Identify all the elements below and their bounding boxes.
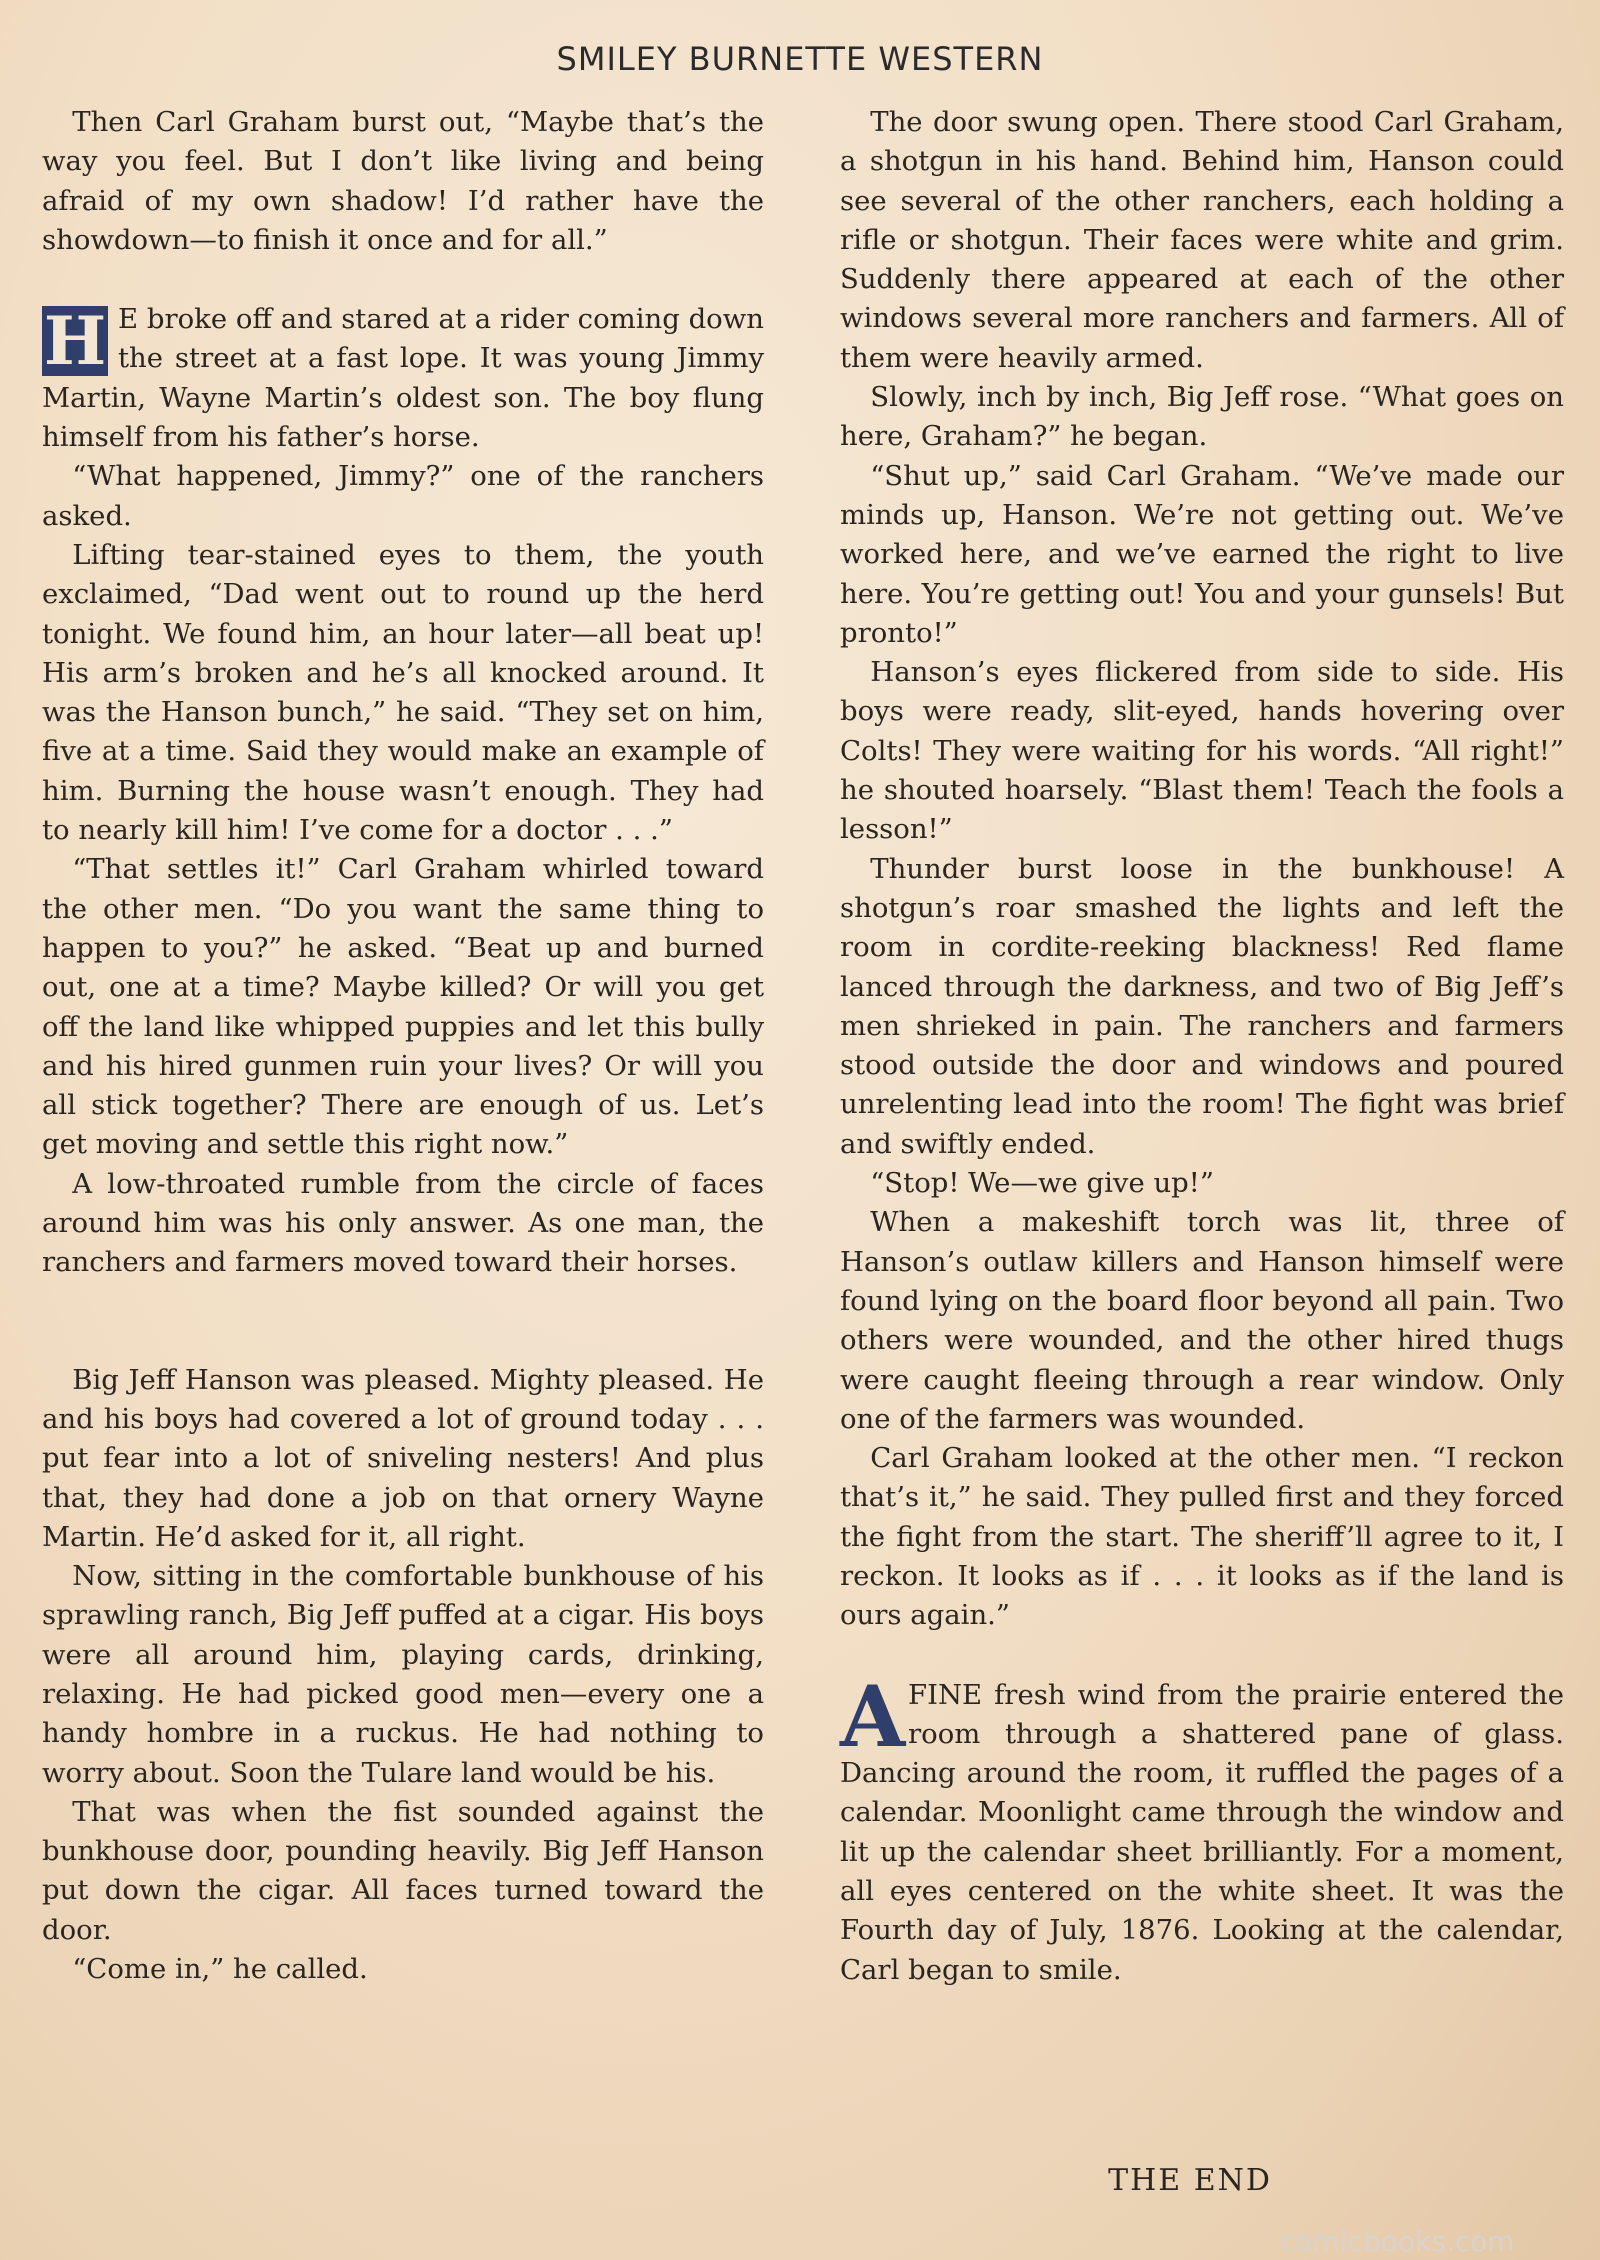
paragraph-dropcap (840, 1666, 1564, 1990)
page-header: SMILEY BURNETTE WESTERN (556, 40, 1044, 78)
paragraph: A low-throated rumble from the circle of faces around him was his only answer. As one man, the ranchers and farmers moved toward their horses. (42, 1167, 764, 1279)
the-end-label: THE END (1108, 2163, 1272, 2198)
watermark: comicbooks.com (1280, 2225, 1515, 2258)
paragraph: Now, sitting in the comfortable bunkhouse of his sprawling ranch, Big Jeff puffed at a cigar. His boys were all around him, playing cards, drinking, relaxing. He had picked good men—every one a handy hombre in a ruckus. He had nothing to worry about. Soon the Tulare land would be his. (42, 1560, 764, 1789)
paragraph: Slowly, inch by inch, Big Jeff rose. “What goes on here, Graham?” he began. (840, 381, 1564, 453)
paragraph: Then Carl Graham burst out, “Maybe that’s the way you feel. But I don’t like living and being afraid of my own shadow! I’d rather have the showdown—to finish it once and for all.” (42, 106, 764, 256)
paragraph: Big Jeff Hanson was pleased. Mighty pleased. He and his boys had covered a lot of ground today . . . put fear into a lot of sniveling nesters! And plus that, they had done a job on that ornery Wayne Martin. He’d asked for it, all right. (42, 1363, 764, 1553)
paragraph: Carl Graham looked at the other men. “I reckon that’s it,” he said. They pulled first and they forced the fight from the start. The sheriff’ll agree to it, I reckon. It looks as if . . . it looks as if the land is ours again.” (840, 1442, 1564, 1632)
paragraph: When a makeshift torch was lit, three of Hanson’s outlaw killers and Hanson himself were found lying on the board floor beyond all pain. Two others were wounded, and the other hired thugs were caught fleeing through a rear window. Only one of the farmers was wounded. (840, 1206, 1564, 1435)
paragraph: “Come in,” he called. (72, 1953, 368, 1986)
paragraph: Hanson’s eyes flickered from side to side. His boys were ready, slit-eyed, hands hovering over Colts! They were waiting for his words. “All right!” he shouted hoarsely. “Blast them! Teach the fools a lesson!” (840, 656, 1564, 846)
paragraph-dropcap (42, 300, 764, 457)
paragraph: The door swung open. There stood Carl Graham, a shotgun in his hand. Behind him, Hanson could see several of the other ranchers, each holding a rifle or shotgun. Their faces were white and grim. Suddenly there appeared at each of the other windows several more ranchers and farmers. All of them were heavily armed. (840, 106, 1564, 374)
paragraph: “Shut up,” said Carl Graham. “We’ve made our minds up, Hanson. We’re not getting out. We’ve worked here, and we’ve earned the right to live here. You’re getting out! You and your gunsels! But pronto!” (840, 459, 1564, 649)
left-column (42, 103, 764, 1989)
paragraph: “What happened, Jimmy?” one of the ranchers asked. (42, 460, 764, 532)
dropcap-letter: A (840, 1666, 906, 1766)
dropcap-letter: H (43, 302, 107, 381)
right-column (840, 103, 1564, 1990)
paragraph-text: E broke off and stared at a rider coming down the street at a fast lope. It was young Jimmy Martin, Wayne Martin’s oldest son. The boy flung himself from his father’s horse. (42, 303, 764, 454)
paragraph: That was when the fist sounded against the bunkhouse door, pounding heavily. Big Jeff Hanson put down the cigar. All faces turned toward the door. (42, 1795, 764, 1946)
paragraph: “That settles it!” Carl Graham whirled toward the other men. “Do you want the same thing to happen to you?” he asked. “Beat up and burned out, one at a time? Maybe killed? Or will you get off the land like whipped puppies and let this bully and his hired gunmen ruin your lives? Or will you all stick together? There are enough of us. Let’s get moving and settle this right now.” (42, 853, 764, 1161)
paragraph: “Stop! We—we give up!” (870, 1167, 1214, 1200)
paragraph: Thunder burst loose in the bunkhouse! A shotgun’s roar smashed the lights and left the room in cordite-reeking blackness! Red flame lanced through the darkness, and two of Big Jeff’s men shrieked in pain. The ranchers and farmers stood outside the door and windows and poured unrelenting lead into the room! The fight was brief and swiftly ended. (840, 852, 1564, 1160)
paragraph: Lifting tear-stained eyes to them, the youth exclaimed, “Dad went out to round up the herd tonight. We found him, an hour later—all beat up! His arm’s broken and he’s all knocked around. It was the Hanson bunch,” he said. “They set on him, five at a time. Said they would make an example of him. Burning the house wasn’t enough. They had to nearly kill him! I’ve come for a doctor . . .” (42, 538, 764, 847)
paragraph-text: FINE fresh wind from the prairie entered the room through a shattered pane of glass. Dancing around the room, it ruffled the pages of a calendar. Moonlight came through the window and lit up the calendar sheet brilliantly. For a moment, all eyes centered on the white sheet. It was the Fourth day of July, 1876. Looking at the calendar, Carl began to smile. (840, 1678, 1564, 1986)
